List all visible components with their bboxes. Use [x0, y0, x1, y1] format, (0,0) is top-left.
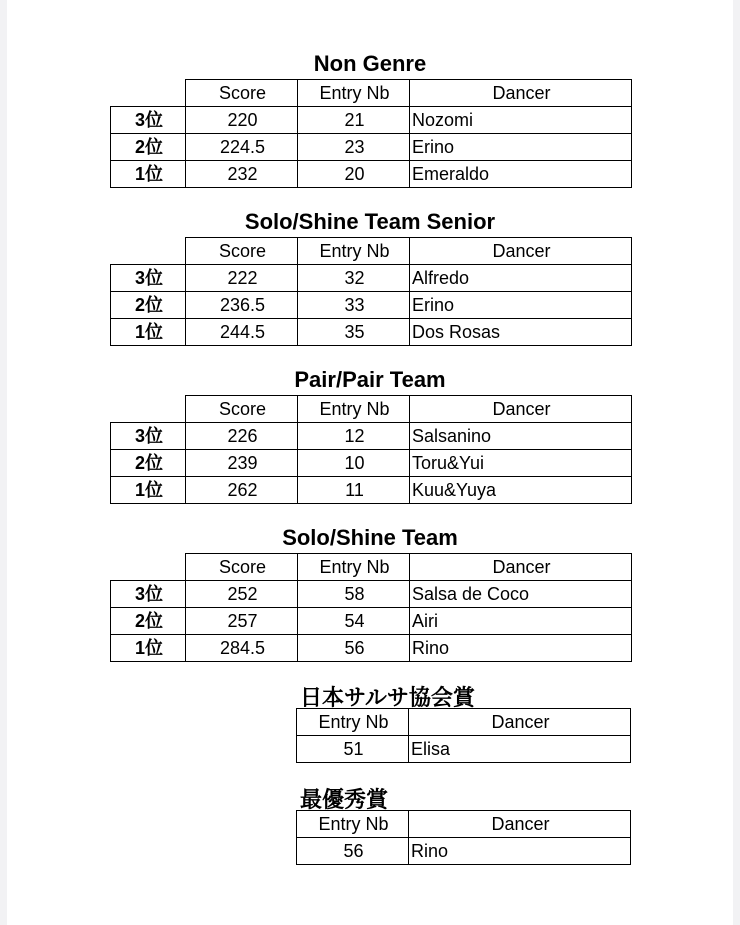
- dancer-cell: Alfredo: [410, 265, 632, 292]
- entry-header: Entry Nb: [298, 80, 410, 107]
- table-row: [111, 608, 632, 635]
- section-title: Non Genre: [313, 51, 427, 76]
- table-row: [111, 292, 632, 319]
- score-cell: 262: [186, 477, 298, 504]
- entry-cell: 33: [298, 292, 410, 319]
- section-title: Solo/Shine Team Senior: [244, 209, 496, 234]
- table-row: [297, 736, 631, 763]
- dancer-cell: Erino: [410, 292, 632, 319]
- dancer-cell: Salsanino: [410, 423, 632, 450]
- table-row: [111, 161, 632, 188]
- entry-header: Entry Nb: [298, 238, 410, 265]
- header-row: [111, 554, 632, 581]
- dancer-cell: Kuu&Yuya: [410, 477, 632, 504]
- score-cell: 244.5: [186, 319, 298, 346]
- rank-cell: 1位: [111, 477, 186, 504]
- entry-cell: 10: [298, 450, 410, 477]
- table-row: [111, 450, 632, 477]
- rank-cell: 2位: [111, 292, 186, 319]
- table-row: [111, 477, 632, 504]
- dancer-cell: Nozomi: [410, 107, 632, 134]
- rank-cell: 1位: [111, 635, 186, 662]
- rank-cell: 2位: [111, 134, 186, 161]
- dancer-header: Dancer: [410, 396, 632, 423]
- rank-cell: 1位: [111, 319, 186, 346]
- entry-cell: 58: [298, 581, 410, 608]
- score-cell: 257: [186, 608, 298, 635]
- score-cell: 222: [186, 265, 298, 292]
- entry-cell: 35: [298, 319, 410, 346]
- dancer-header: Dancer: [409, 709, 631, 736]
- entry-cell: 11: [298, 477, 410, 504]
- rank-cell: 3位: [111, 265, 186, 292]
- dancer-cell: Elisa: [409, 736, 631, 763]
- table-row: [111, 265, 632, 292]
- award-table: [296, 810, 631, 865]
- section-title: Pair/Pair Team: [294, 367, 446, 392]
- table-row: [297, 838, 631, 865]
- rank-cell: 3位: [111, 423, 186, 450]
- score-header: Score: [186, 396, 298, 423]
- table-row: [111, 423, 632, 450]
- dancer-cell: Airi: [410, 608, 632, 635]
- table-row: [111, 319, 632, 346]
- dancer-cell: Dos Rosas: [410, 319, 632, 346]
- score-cell: 252: [186, 581, 298, 608]
- score-cell: 236.5: [186, 292, 298, 319]
- rank-cell: 3位: [111, 581, 186, 608]
- score-header: Score: [186, 554, 298, 581]
- dancer-cell: Toru&Yui: [410, 450, 632, 477]
- entry-header: Entry Nb: [298, 396, 410, 423]
- score-cell: 220: [186, 107, 298, 134]
- section-title: Solo/Shine Team: [282, 525, 458, 550]
- rank-cell: 2位: [111, 608, 186, 635]
- entry-cell: 56: [298, 635, 410, 662]
- entry-cell: 54: [298, 608, 410, 635]
- header-row: [111, 80, 632, 107]
- dancer-cell: Rino: [409, 838, 631, 865]
- score-cell: 232: [186, 161, 298, 188]
- entry-cell: 32: [298, 265, 410, 292]
- dancer-header: Dancer: [409, 811, 631, 838]
- table-row: [111, 635, 632, 662]
- rank-cell: 3位: [111, 107, 186, 134]
- award-table: [296, 708, 631, 763]
- dancer-cell: Emeraldo: [410, 161, 632, 188]
- entry-header: Entry Nb: [297, 709, 409, 736]
- dancer-cell: Rino: [410, 635, 632, 662]
- score-cell: 284.5: [186, 635, 298, 662]
- results-table: [110, 237, 632, 346]
- results-table: [110, 79, 632, 188]
- entry-cell: 21: [298, 107, 410, 134]
- dancer-header: Dancer: [410, 554, 632, 581]
- dancer-cell: Erino: [410, 134, 632, 161]
- entry-cell: 56: [297, 838, 409, 865]
- header-row: [297, 811, 631, 838]
- award-title: 最優秀賞: [300, 787, 389, 812]
- score-header: Score: [186, 80, 298, 107]
- dancer-header: Dancer: [410, 80, 632, 107]
- entry-cell: 20: [298, 161, 410, 188]
- entry-cell: 12: [298, 423, 410, 450]
- score-cell: 226: [186, 423, 298, 450]
- score-cell: 239: [186, 450, 298, 477]
- header-row: [111, 238, 632, 265]
- dancer-header: Dancer: [410, 238, 632, 265]
- header-row: [297, 709, 631, 736]
- entry-header: Entry Nb: [297, 811, 409, 838]
- table-row: [111, 107, 632, 134]
- score-cell: 224.5: [186, 134, 298, 161]
- table-row: [111, 581, 632, 608]
- award-title: 日本サルサ協会賞: [300, 685, 475, 710]
- table-row: [111, 134, 632, 161]
- results-table: [110, 395, 632, 504]
- rank-cell: 2位: [111, 450, 186, 477]
- rank-cell: 1位: [111, 161, 186, 188]
- entry-cell: 23: [298, 134, 410, 161]
- header-row: [111, 396, 632, 423]
- score-header: Score: [186, 238, 298, 265]
- entry-cell: 51: [297, 736, 409, 763]
- dancer-cell: Salsa de Coco: [410, 581, 632, 608]
- entry-header: Entry Nb: [298, 554, 410, 581]
- results-table: [110, 553, 632, 662]
- document-page: [7, 0, 733, 925]
